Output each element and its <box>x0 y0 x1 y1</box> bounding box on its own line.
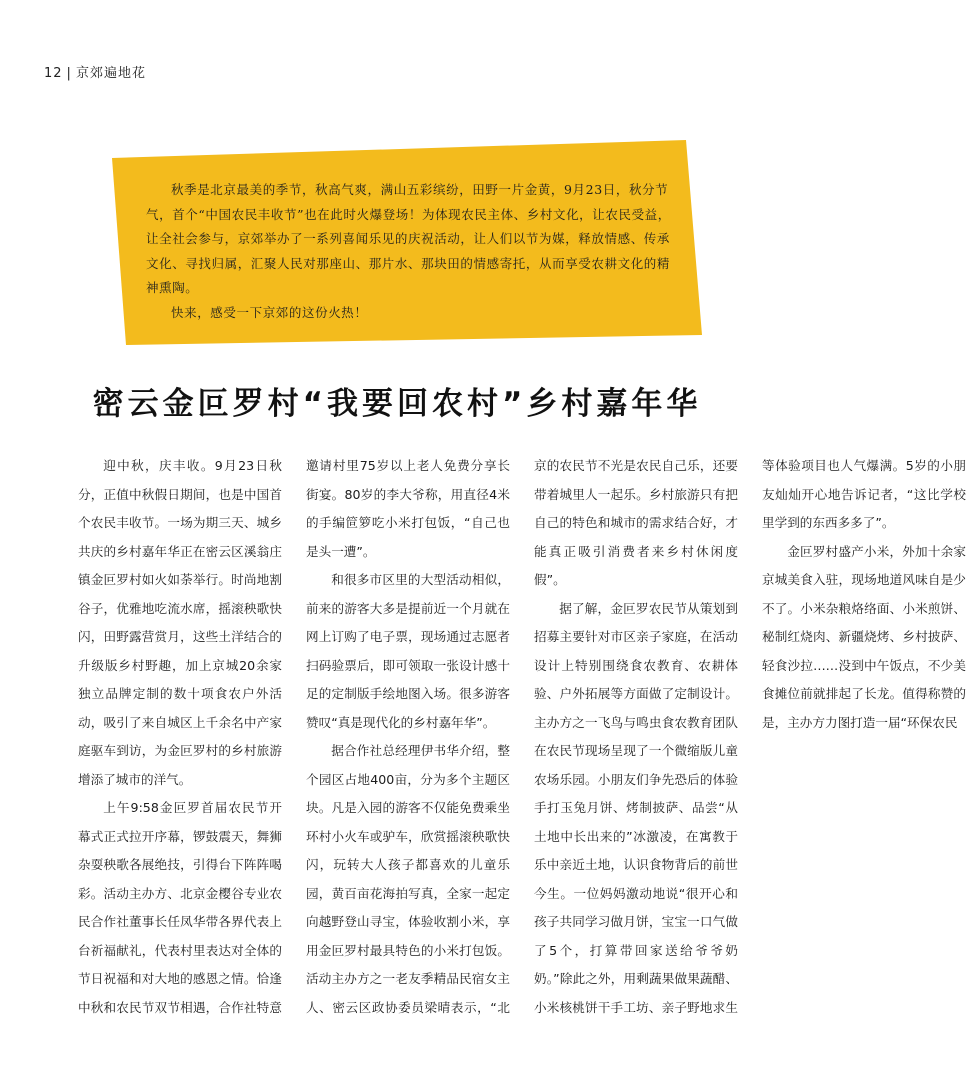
article-paragraph: 金叵罗村盛产小米，外加十余家京城美食入驻，现场地道风味自是少不了。小米杂粮烙络面、小米煎饼、秘制红烧肉、新疆烧烤、乡村披萨、轻食沙拉……没到中午饭点，不少美食摊位前就排起了长龙。值得称赞的是，主办方力图打造一届“环保农民 <box>762 543 966 730</box>
intro-banner <box>112 140 702 345</box>
intro-paragraph: 秋季是北京最美的季节，秋高气爽，满山五彩缤纷，田野一片金黄，9月23日，秋分节气，首个“中国农民丰收节”也在此时火爆登场！为体现农民主体、乡村文化，让农民受益，让全社会参与，京郊举办了一系列喜闻乐见的庆祝活动，让人们以节为媒，释放情感、传承文化、寻找归属，汇聚人民对那座山、那片水、那块田的情感寄托，从而享受农耕文化的精神熏陶。 <box>146 182 671 295</box>
section-name: 京郊遍地花 <box>75 66 146 81</box>
article-title: 密云金叵罗村“我要回农村”乡村嘉年华 <box>92 386 702 422</box>
article-body <box>78 452 966 1027</box>
article-paragraph: 和很多市区里的大型活动相似，前来的游客大多是提前近一个月就在网上订购了电子票，现场通过志愿者扫码验票后，即可领取一张设计感十足的定制版手绘地图入场。很多游客赞叹“真是现代化的乡村嘉年华”。 <box>306 572 510 730</box>
article-paragraph: 迎中秋，庆丰收。9月23日秋分，正值中秋假日期间，也是中国首个农民丰收节。一场为期三天、城乡共庆的乡村嘉年华正在密云区溪翁庄镇金叵罗村如火如荼举行。时尚地割谷子，优雅地吃流水席，摇滚秧歌快闪，田野露营赏月，这些土洋结合的升级版乡村野趣，加上京城20余家独立品牌定制的数十项食农户外活动，吸引了来自城区上千余名中产家庭驱车到访，为金叵罗村的乡村旅游增添了城市的洋气。 <box>78 458 282 787</box>
header-separator: | <box>66 66 72 81</box>
intro-text <box>146 178 676 325</box>
intro-paragraph: 快来，感受一下京郊的这份火热！ <box>171 304 368 320</box>
page-header <box>44 62 146 81</box>
page-number: 12 <box>44 66 63 81</box>
article-paragraph: 据了解，金叵罗农民节从策划到招募主要针对市区亲子家庭，在活动设计上特别围绕食农教育、农耕体验、户外拓展等方面做了定制设计。主办方之一飞鸟与鸣虫食农教育团队在农民节现场呈现了一个微缩版儿童农场乐园。小朋友们争先恐后的体验手打玉兔月饼、烤制披萨、品尝“从土地中长出来的”冰激凌，在寓教于乐中亲近土地，认识食物背后的前世今生。一位妈妈激动地说“很开心和孩子共同学习做月饼，宝宝一口气做了5个，打算带回家送给爷爷奶奶。”除此之外，用剩蔬果做果蔬醋、小米核桃饼干手工坊、亲子野地求生等体验项目也人气爆满。5岁的小朋友灿灿开心地告诉记者，“这比学校里学到的东西多多了”。 <box>534 458 966 1015</box>
article-paragraph: 上午9:58金叵罗首届农民节开幕式正式拉开序幕，锣鼓震天，舞狮杂耍秧歌各展绝技，引得台下阵阵喝彩。活动主办方、北京金樱谷专业农民合作社董事长任凤华带各界代表上台祈福献礼，代表村里表达对全体的节日祝福和对大地的感恩之情。恰逢中秋和农民节双节相遇，合作社特意邀请村里75岁以上老人免费分享长街宴。80岁的李大爷称，用直径4米的手编笸箩吃小米打包饭，“自己也是头一遭”。 <box>78 458 510 1015</box>
article-paragraph: 据合作社总经理伊书华介绍，整个园区占地400亩，分为多个主题区块。凡是入园的游客不仅能免费乘坐环村小火车或驴车，欣赏摇滚秧歌快闪，玩转大人孩子都喜欢的儿童乐园，黄百亩花海拍写真，全家一起定向越野登山寻宝，体验收割小米，享用金叵罗村最具特色的小米打包饭。活动主办方之一老友季精品民宿女主人、密云区政协委员梁晴表示，“北京的农民节不光是农民自己乐，还要带着城里人一起乐。乡村旅游只有把自己的特色和城市的需求结合好，才能真正吸引消费者来乡村休闲度假”。 <box>306 458 738 1015</box>
